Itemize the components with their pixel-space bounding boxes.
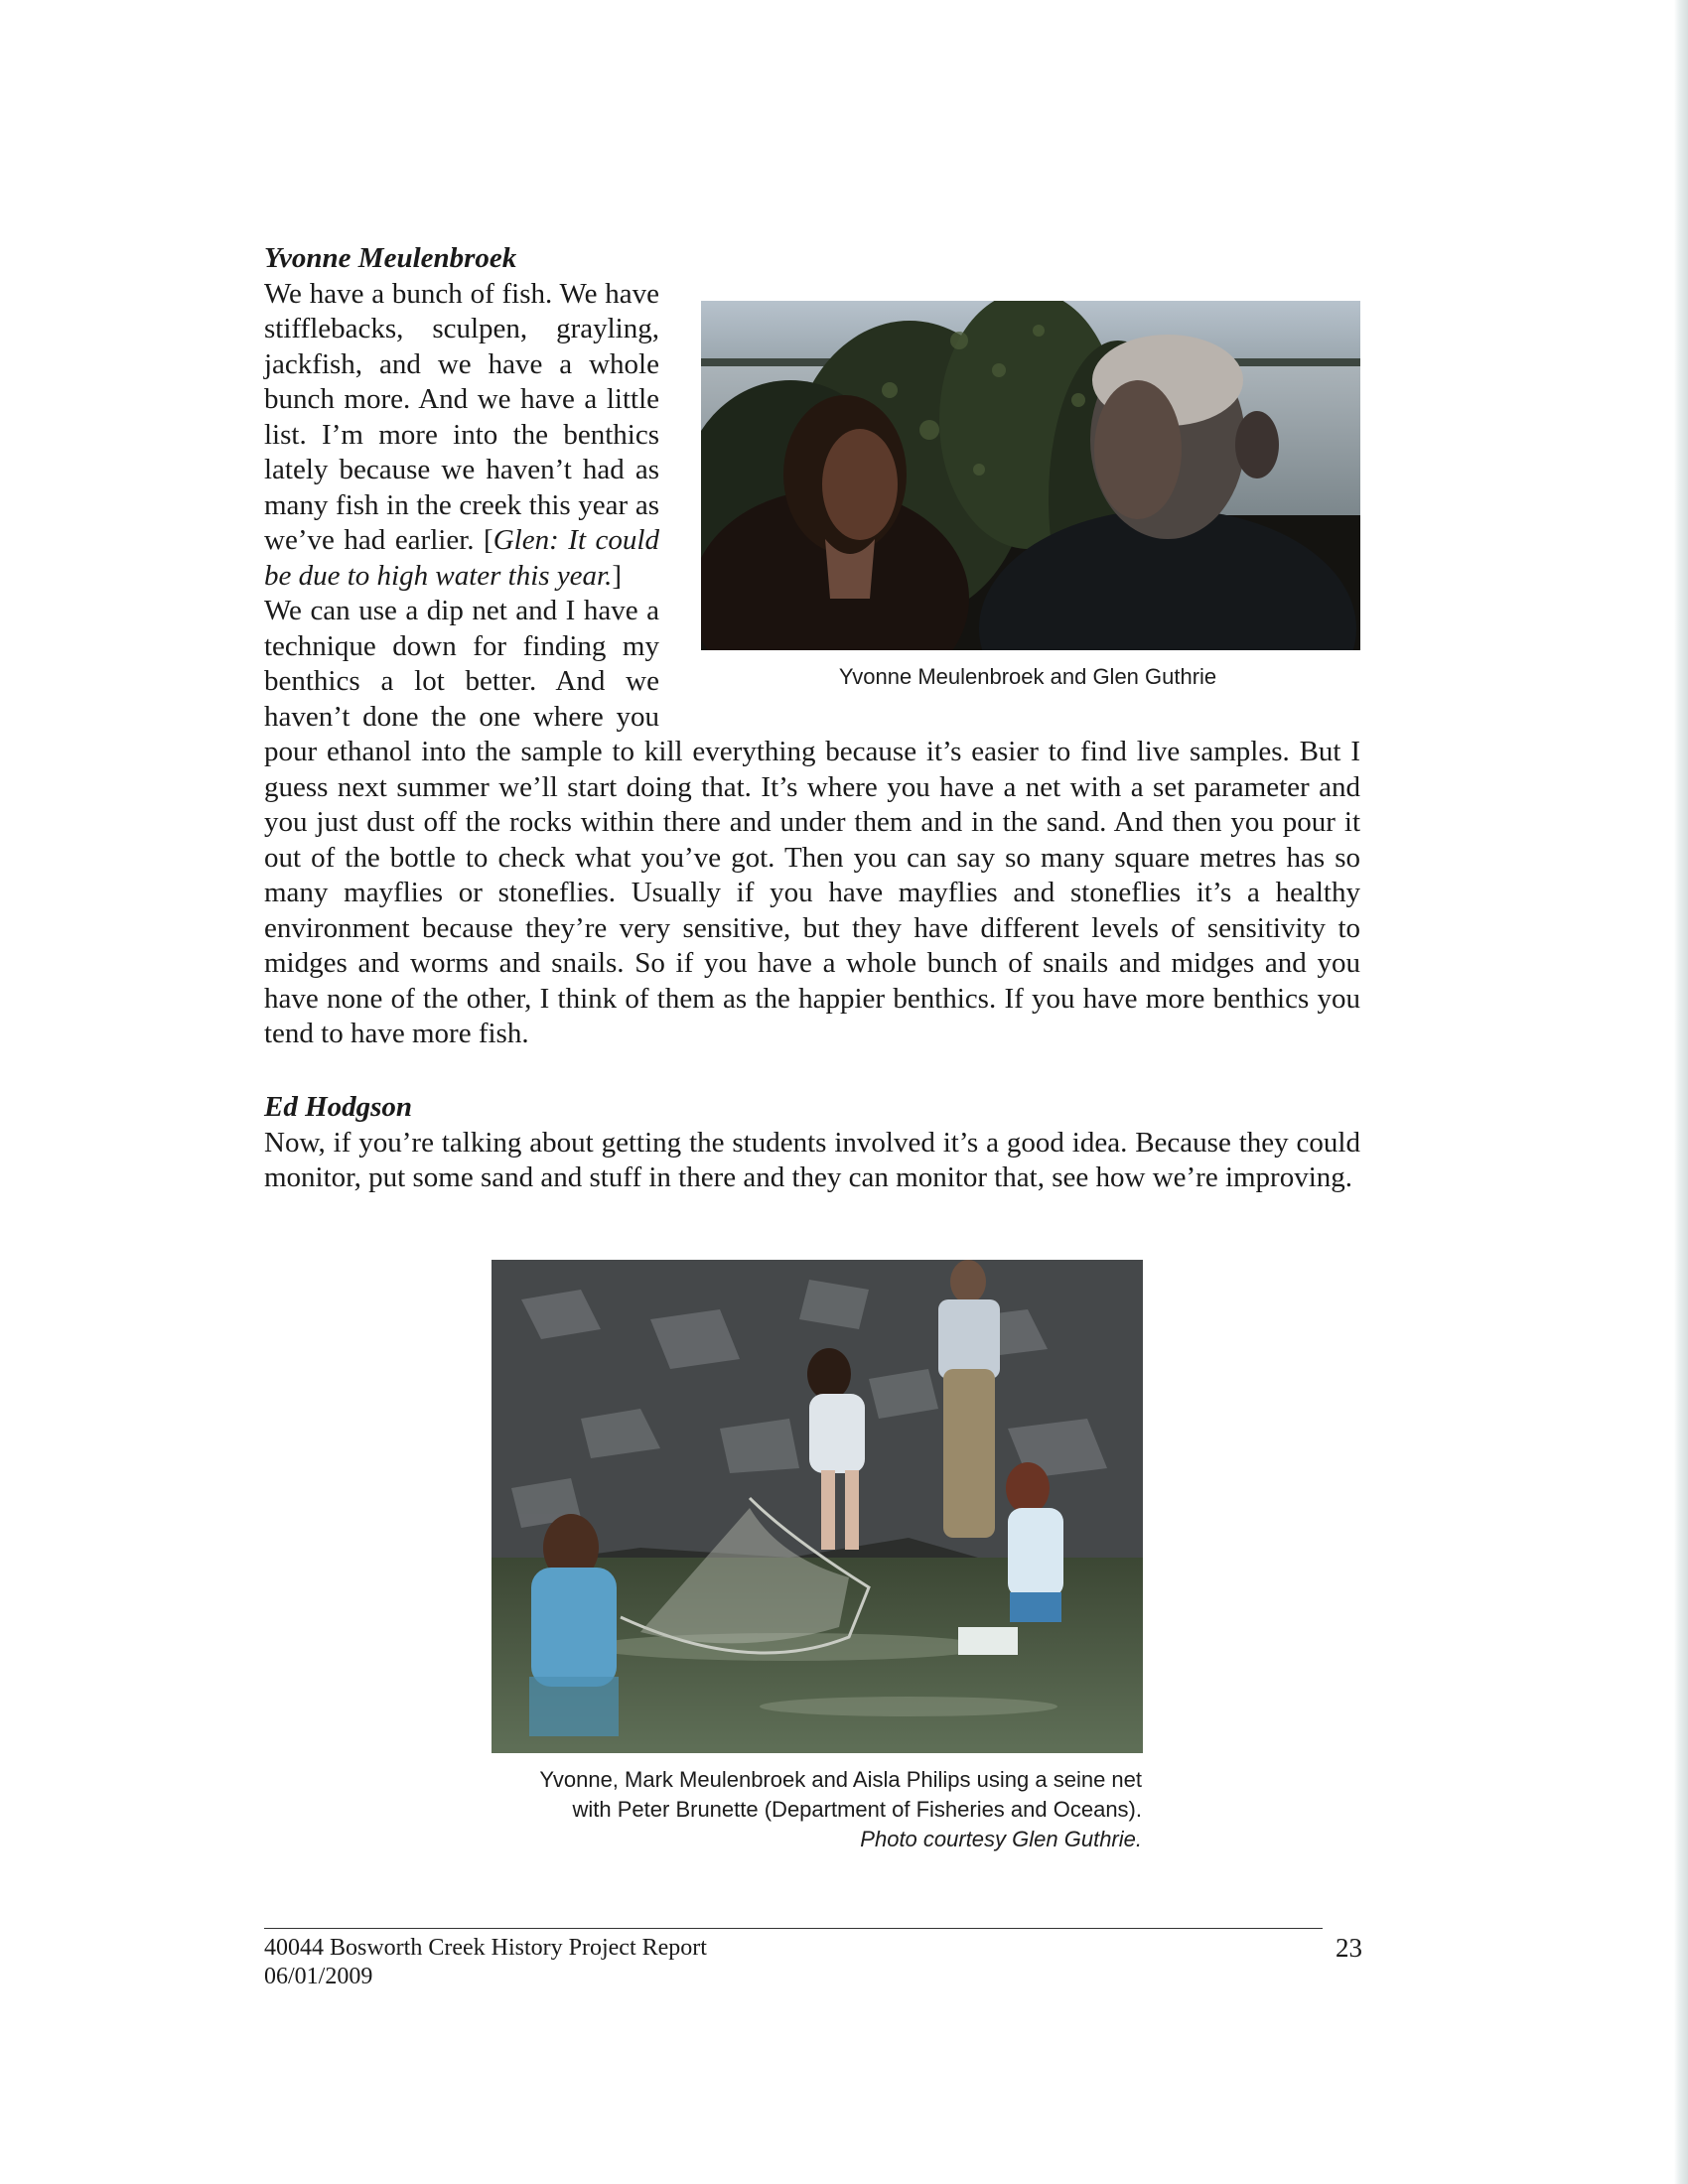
figure-yvonne-glen — [695, 277, 1360, 714]
photo-yvonne-and-glen — [701, 301, 1360, 650]
interjection-text: Glen: It could be due to high water this year. — [264, 524, 659, 592]
speaker-name: Ed Hodgson — [264, 1091, 413, 1123]
footer-date: 06/01/2009 — [264, 1964, 373, 1989]
footer-report-title: 40044 Bosworth Creek History Project Report — [264, 1935, 707, 1961]
paragraph-text: We have a bunch of fish. We have stifflebacks, sculpen, grayling, jackfish, and we have a whole bunch more. And we have a little list. I’m more into the benthics lately because we haven’t had as many fish in the creek this year as we’ve had earlier. [ — [264, 277, 659, 556]
paragraph: Now, if you’re talking about getting the students involved it’s a good idea. Because they could monitor, put some sand and stuff in there and they can monitor that, see how we’re improving. — [264, 1126, 1360, 1193]
bracket-close: ] — [612, 559, 623, 592]
footer-divider — [264, 1928, 1323, 1929]
scan-edge-shadow — [1674, 0, 1688, 2184]
page-number: 23 — [1336, 1933, 1362, 1963]
photo-caption: Yvonne Meulenbroek and Glen Guthrie — [838, 663, 1217, 689]
speaker-name: Yvonne Meulenbroek — [264, 242, 517, 274]
section-yvonne — [264, 241, 1360, 1052]
caption-line: with Peter Brunette (Department of Fisheries and Oceans). — [572, 1797, 1142, 1822]
photo-caption-seine — [477, 1765, 1142, 1854]
photo-credit: Photo courtesy Glen Guthrie. — [860, 1827, 1142, 1851]
page-footer — [264, 1934, 1362, 1991]
section-ed — [264, 1090, 1360, 1196]
photo-yvonne-glen-illustration — [701, 301, 1360, 650]
paragraph: We can use a dip net and I have a technique down for finding my benthics a lot better. And we haven’t done the one where you pour ethanol into the sample to kill everything because it’s easier to find live samples. But I guess next summer we’ll start doing that. It’s where you have a net with a set parameter and you just dust off the rocks within there and under them and in the sand. And then you pour it out of the bottle to check what you’ve got. Then you can say so many square metres has so many mayflies or stoneflies. Usually if you have mayflies and stoneflies it’s a healthy environment because they’re very sensitive, but they have different levels of sensitivity to midges and worms and snails. So if you have a whole bunch of snails and midges and you have none of the other, I think of them as the happier benthics. If you have more benthics you tend to have more fish. — [264, 595, 1360, 1049]
photo-seine-net — [492, 1260, 1143, 1753]
photo-seine-net-illustration — [492, 1260, 1143, 1753]
caption-line: Yvonne, Mark Meulenbroek and Aisla Philips using a seine net — [539, 1767, 1142, 1792]
